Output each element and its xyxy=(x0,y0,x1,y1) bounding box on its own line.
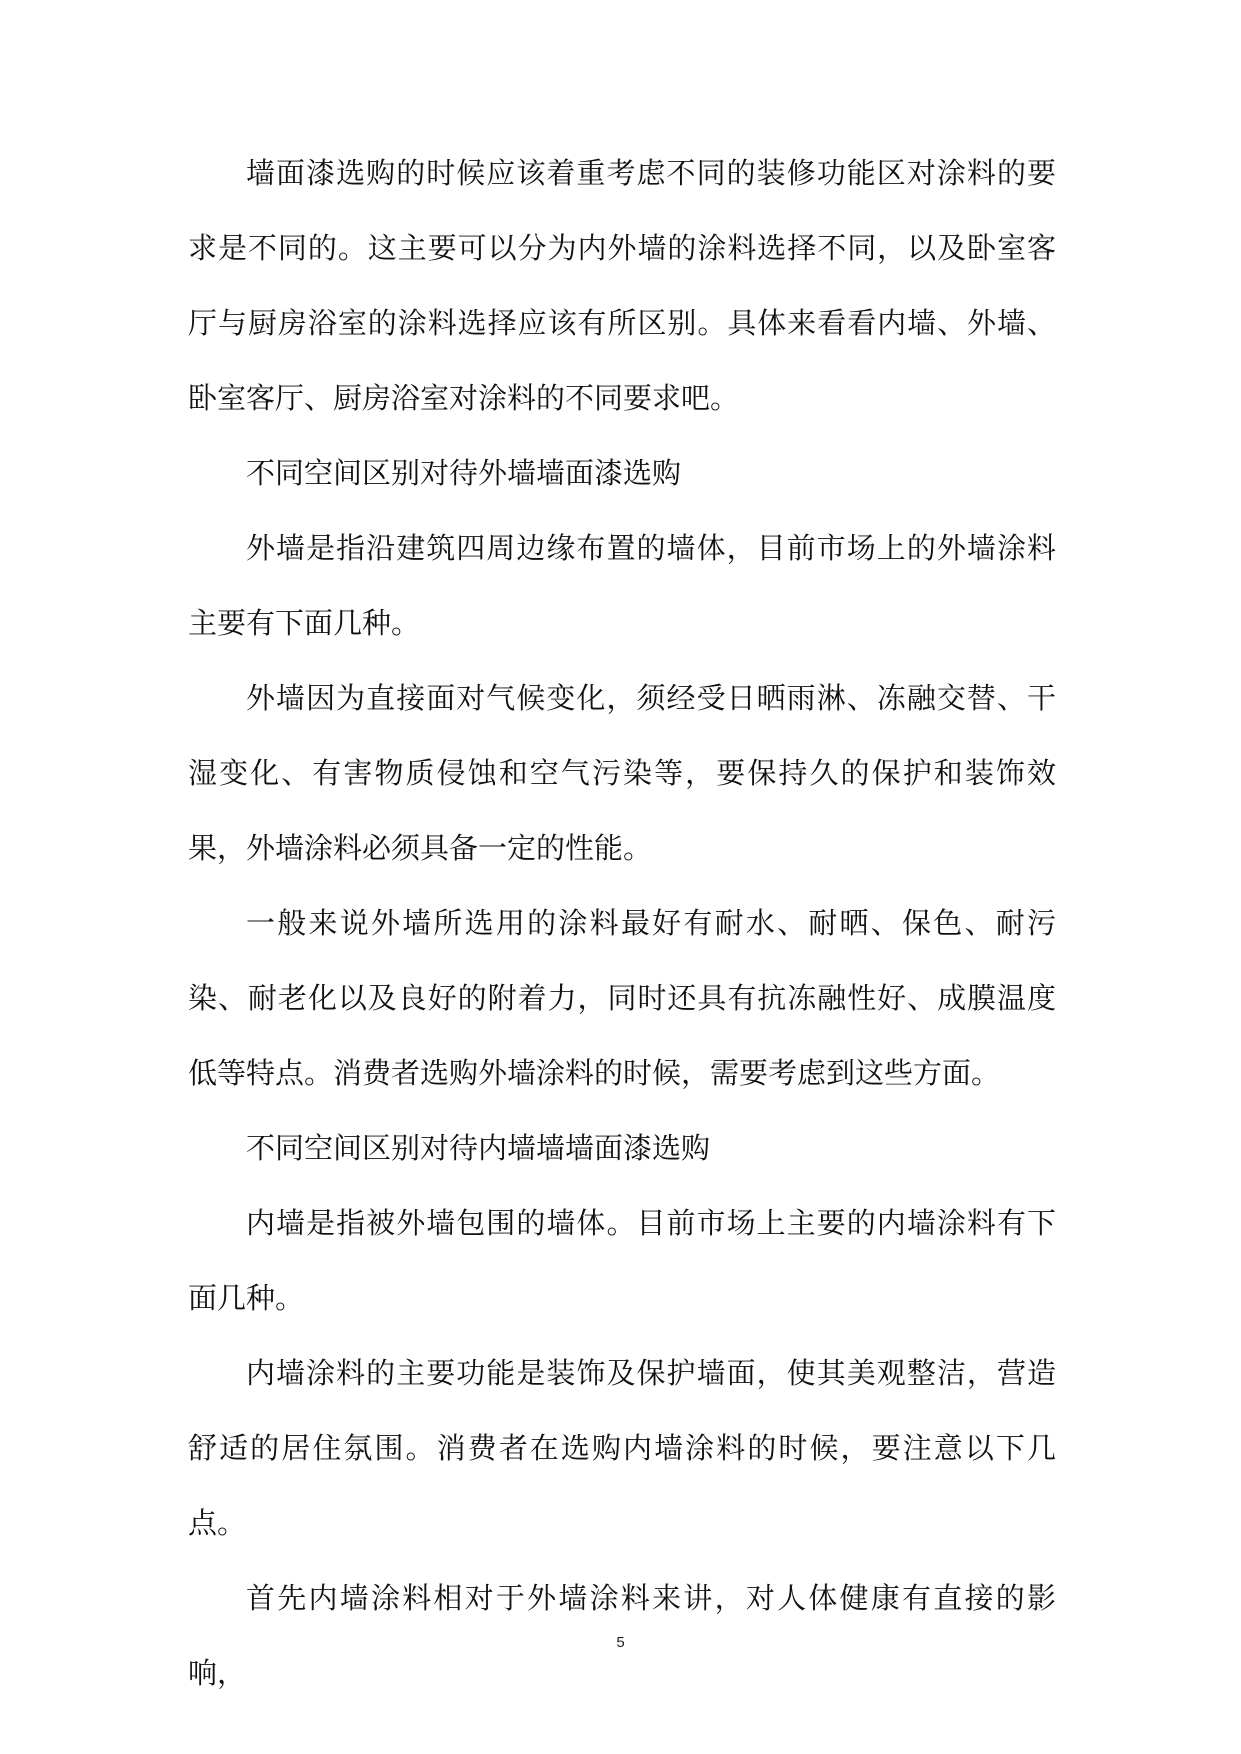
page-number: 5 xyxy=(616,1634,625,1651)
heading-interior-wall: 不同空间区别对待内墙墙墙面漆选购 xyxy=(246,1131,711,1165)
paragraph-exterior-requirements: 一般来说外墙所选用的涂料最好有耐水、耐晒、保色、耐污染、耐老化以及良好的附着力，同时还具有抗冻融性好、成膜温度低等特点。消费者选购外墙涂料的时候，需要考虑到这些方面。 xyxy=(188,906,1056,1090)
paragraph-interior-function: 内墙涂料的主要功能是装饰及保护墙面，使其美观整洁，营造舒适的居住氛围。消费者在选购内墙涂料的时候，要注意以下几点。 xyxy=(188,1356,1056,1540)
paragraph-exterior-climate: 外墙因为直接面对气候变化，须经受日晒雨淋、冻融交替、干湿变化、有害物质侵蚀和空气污染等，要保持久的保护和装饰效果，外墙涂料必须具备一定的性能。 xyxy=(188,681,1056,865)
paragraph-interior-definition: 内墙是指被外墙包围的墙体。目前市场上主要的内墙涂料有下面几种。 xyxy=(188,1206,1056,1315)
paragraph-interior-health: 首先内墙涂料相对于外墙涂料来讲，对人体健康有直接的影响， xyxy=(188,1581,1056,1690)
heading-exterior-wall: 不同空间区别对待外墙墙面漆选购 xyxy=(246,456,682,490)
paragraph-intro: 墙面漆选购的时候应该着重考虑不同的装修功能区对涂料的要求是不同的。这主要可以分为内外墙的涂料选择不同，以及卧室客厅与厨房浴室的涂料选择应该有所区别。具体来看看内墙、外墙、卧室客厅、厨房浴室对涂料的不同要求吧。 xyxy=(188,156,1056,415)
body-text xyxy=(188,136,1056,1711)
paragraph-exterior-definition: 外墙是指沿建筑四周边缘布置的墙体，目前市场上的外墙涂料主要有下面几种。 xyxy=(188,531,1056,640)
